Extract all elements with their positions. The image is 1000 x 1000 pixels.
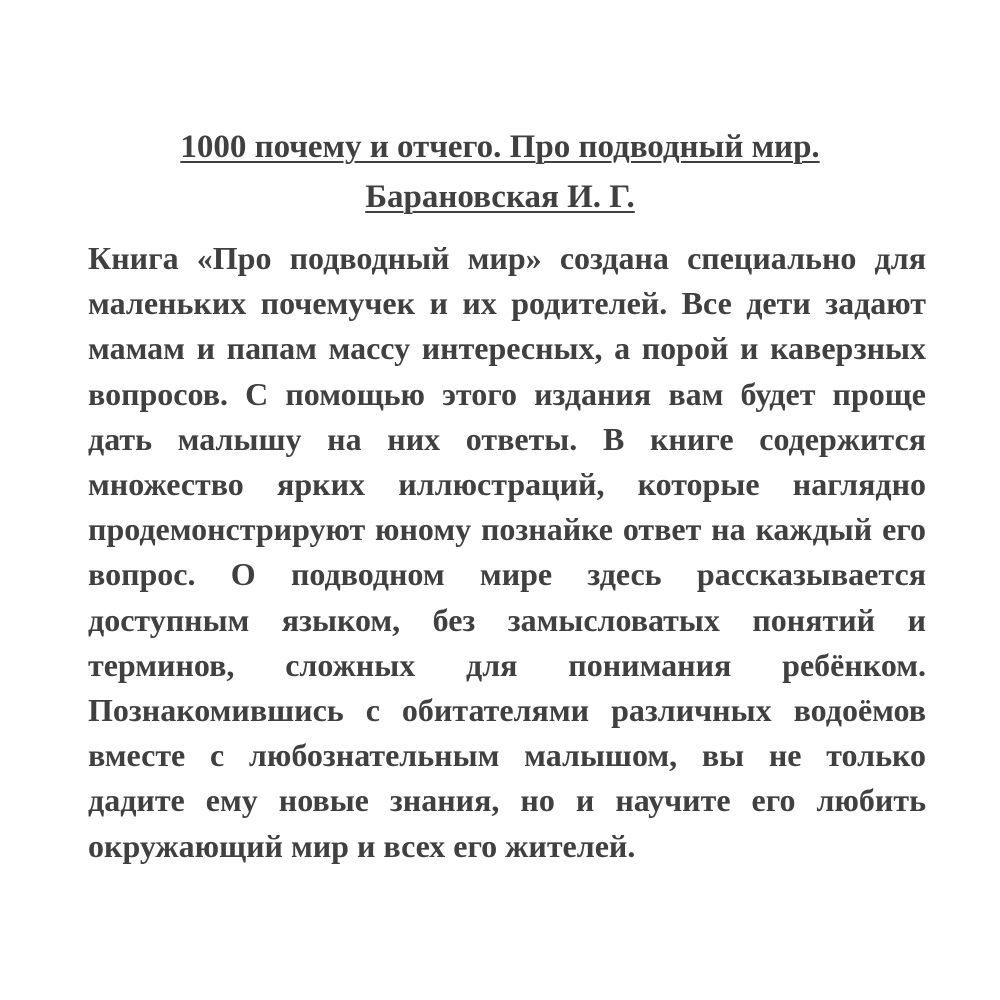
title-line-author: [60, 172, 940, 222]
book-description: Книга «Про подводный мир» создана специально для маленьких почемучек и их родителей. Все дети задают мамам и папам массу интересных, а порой и каверзных вопросов. С помощью этого издания вам будет проще дать малышу на них ответы. В книге содержится множество ярких иллюстраций, которые наглядно продемонстрируют юному познайке ответ на каждый его вопрос. О подводном мире здесь рассказывается доступным языком, без замысловатых понятий и терминов, сложных для понимания ребёнком. Познакомившись с обитателями различных водоёмов вместе с любознательным малышом, вы не только дадите ему новые знания, но и научите его любить окружающий мир и всех его жителей.: [88, 240, 926, 864]
author-name-text: Барановская И. Г.: [365, 179, 635, 215]
title-line-book: [60, 122, 940, 172]
book-title-text: 1000 почему и отчего. Про подводный мир.: [180, 129, 820, 165]
document-title: [60, 122, 940, 222]
